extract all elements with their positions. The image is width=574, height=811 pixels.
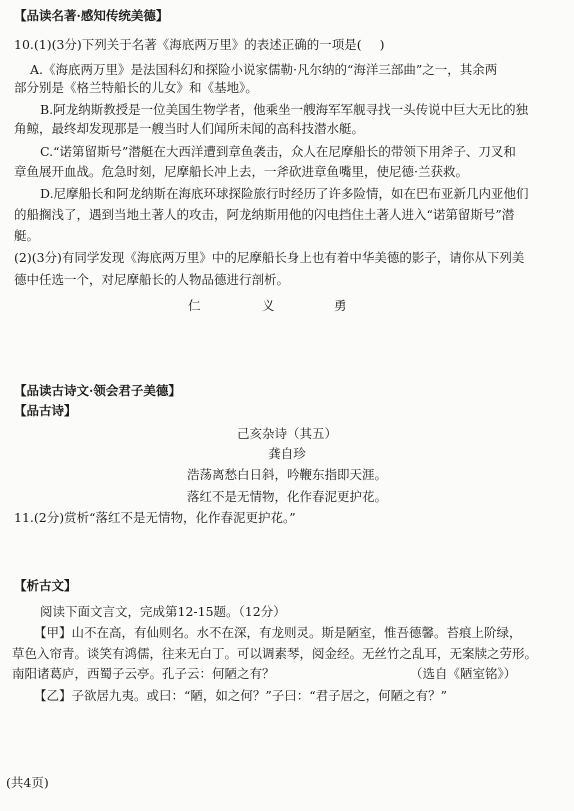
option-a-line2: 部分别是《格兰特船长的儿女》和《基地》。 — [14, 80, 258, 95]
virtue-ren: 仁 — [188, 298, 201, 313]
option-c-line2: 章鱼展开血战。危急时刻，尼摩船长冲上去，一斧砍进章鱼嘴里，使尼德·兰获救。 — [14, 164, 468, 179]
question-10-part2-line2: 德中任选一个，对尼摩船长的人物品德进行剖析。 — [14, 272, 290, 287]
option-b-line1: B.阿龙纳斯教授是一位美国生物学者，他乘坐一艘海军军舰寻找一头传说中巨大无比的独 — [40, 102, 529, 117]
option-a-line1: A.《海底两万里》是法国科幻和探险小说家儒勒·凡尔纳的“海洋三部曲”之一，其余两 — [30, 62, 498, 77]
poem-title: 己亥杂诗（其五） — [236, 426, 337, 441]
prose-intro: 阅读下面文言文，完成第12-15题。（12分） — [40, 604, 286, 619]
text-jia-source: （选自《陋室铭》） — [410, 666, 517, 681]
question-10-stem — [14, 37, 385, 53]
option-c-line1: C.“诺第留斯号”潜艇在大西洋遭到章鱼袭击，众人在尼摩船长的带领下用斧子、刀叉和 — [40, 144, 516, 159]
question-10-part2-line1: (2)(3分)有同学发现《海底两万里》中的尼摩船长身上也有着中华美德的影子，请你从下列美 — [14, 250, 525, 265]
virtue-yi: 义 — [262, 298, 275, 313]
poem-line-2: 落红不是无情物，化作春泥更护花。 — [186, 489, 387, 504]
text-jia-line1: 【甲】山不在高，有仙则名。水不在深，有龙则灵。斯是陋室，惟吾德馨。苔痕上阶绿， — [34, 625, 522, 640]
poem-line-1: 浩荡离愁白日斜，吟鞭东指即天涯。 — [186, 467, 387, 482]
text-jia-line2: 草色入帘青。谈笑有鸿儒，往来无白丁。可以调素琴，阅金经。无丝竹之乱耳，无案牍之劳形。 — [12, 646, 538, 661]
virtue-yong: 勇 — [334, 298, 347, 313]
text-yi-line1: 【乙】子欲居九夷。或曰：“陋，如之何？”子曰：“君子居之，何陋之有？” — [34, 688, 448, 703]
section-heading-prose: 【析古文】 — [14, 578, 77, 593]
option-d-line3: 艇。 — [14, 228, 40, 243]
option-d-line1: D.尼摩船长和阿龙纳斯在海底环球探险旅行时经历了许多险情，如在巴布亚新几内亚他们 — [40, 186, 529, 201]
question-11: 11.(2分)赏析“落红不是无情物，化作春泥更护花。” — [14, 510, 296, 525]
option-b-line2: 角鲸，最终却发现那是一艘当时人们闻所未闻的高科技潜水艇。 — [14, 121, 365, 136]
option-d-line2: 的船搁浅了，遇到当地土著人的攻击，阿龙纳斯用他的闪电挡住土著人进入“诺第留斯号”潜 — [14, 207, 515, 222]
poem-author: 龚自珍 — [268, 446, 306, 461]
page-footer: (共4页) — [6, 775, 49, 790]
section-heading-classics: 【品读名著·感知传统美德】 — [14, 8, 169, 23]
q10-close-paren: ) — [379, 37, 385, 52]
section-heading-poetry: 【品读古诗文·领会君子美德】 — [14, 383, 181, 398]
q10-stem-text: 10.(1)(3分)下列关于名著《海底两万里》的表述正确的一项是( — [14, 37, 362, 52]
subheading-poem: 【品古诗】 — [14, 403, 77, 418]
text-jia-line3: 南阳诸葛庐，西蜀子云亭。孔子云：何陋之有？ — [12, 666, 275, 681]
